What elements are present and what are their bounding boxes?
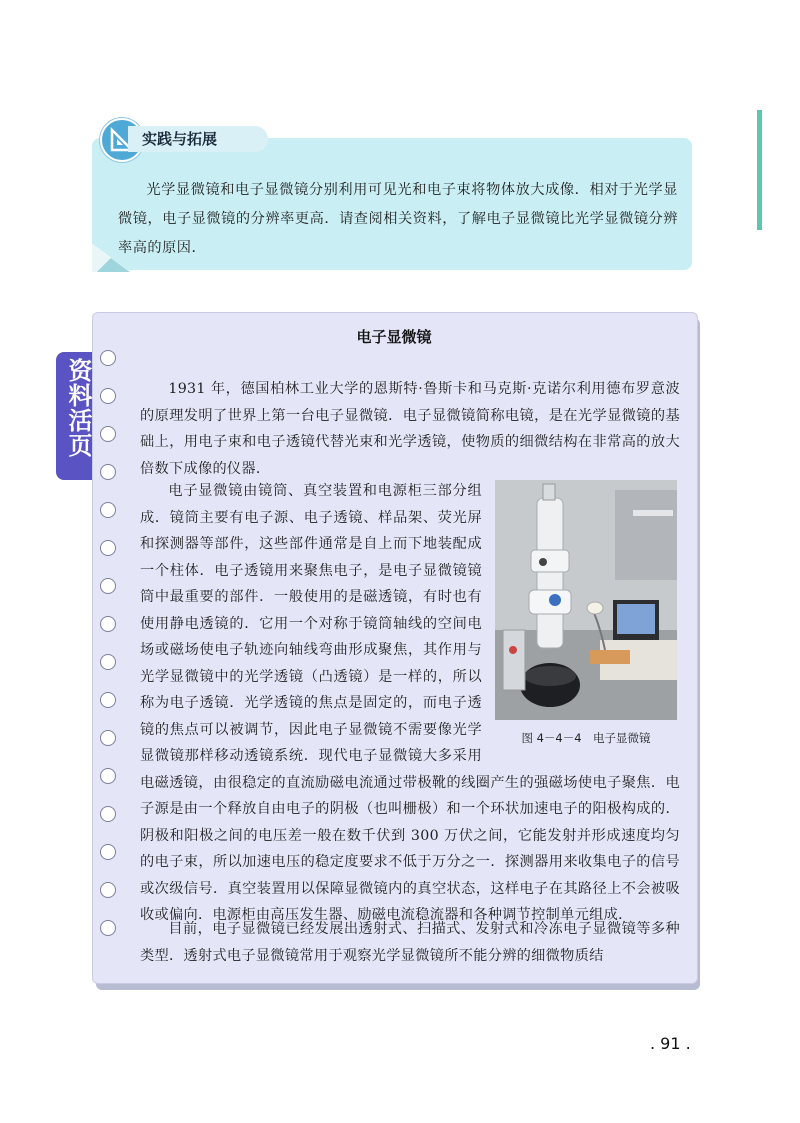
binder-ring (100, 388, 116, 404)
binder-ring (100, 502, 116, 518)
binder-ring (100, 844, 116, 860)
info-paragraph-1: 1931 年，德国柏林工业大学的恩斯特·鲁斯卡和马克斯·克诺尔利用德布罗意波的原理发明了世界上第一台电子显微镜．电子显微镜简称电镜，是在光学显微镜的基础上，用电子束和电子透镜代替光束和光学透镜，使物质的细微结构在非常高的放大倍数下成像的仪器． (140, 381, 680, 477)
practice-title: 实践与拓展 (128, 126, 268, 152)
side-tab-label: 资料活页 (64, 358, 92, 458)
binder-rings (100, 350, 124, 950)
binder-ring (100, 426, 116, 442)
binder-ring (100, 578, 116, 594)
figure-caption: 图 4－4－4 电子显微镜 (521, 731, 651, 745)
binder-ring (100, 768, 116, 784)
binder-ring (100, 464, 116, 480)
page-number: . 91 . (650, 1034, 691, 1053)
info-paragraph-3: 目前，电子显微镜已经发展出透射式、扫描式、发射式和冷冻电子显微镜等多种类型．透射式电子显微镜常用于观察光学显微镜所不能分辨的细微物质结 (140, 921, 680, 964)
binder-ring (100, 616, 116, 632)
info-paragraph-2-text: 电子显微镜由镜筒、真空装置和电源柜三部分组成．镜筒主要有电子源、电子透镜、样品架、荧光屏和探测器等部件，这些部件通常是自上而下地装配成一个柱体．电子透镜用来聚焦电子，是电子显微镜镜筒中最重要的部件．一般使用的是磁透镜，有时也有使用静电透镜的．它用一个对称于镜筒轴线的空间电场或磁场使电子轨迹向轴线弯曲形成聚焦，其作用与光学显微镜中的光学透镜（凸透镜）是一样的，所以称为电子透镜．光学透镜的焦点是固定的，而电子透镜的焦点可以被调节，因此电子显微镜不需要像光学显微镜那样移动透镜系统．现代电子显微镜大多采用电磁透镜，由很稳定的直流励磁电流通过带极靴的线圈产生的强磁场使电子聚焦．电子源是由一个释放自由电子的阴极（也叫栅极）和一个环状加速电子的阳极构成的．阴极和阳极之间的电压差一般在数千伏到 300 万伏之间，它能发射并形成速度均匀的电子束，所以加速电压的稳定度要求不低于万分之一．探测器用来收集电子的信号或次级信号．真空装置用以保障显微镜内的真空状态，这样电子在其路径上不会被吸收或偏向．电源柜由高压发生器、励磁电流稳流器和各种调节控制单元组成． (140, 483, 680, 923)
binder-ring (100, 806, 116, 822)
binder-ring (100, 350, 116, 366)
practice-text: 光学显微镜和电子显微镜分别利用可见光和电子束将物体放大成像．相对于光学显微镜，电子显微镜的分辨率更高．请查阅相关资料，了解电子显微镜比光学显微镜分辨率高的原因． (118, 182, 678, 256)
binder-ring (100, 692, 116, 708)
electron-microscope-photo (495, 480, 677, 720)
chapter-edge-marker (757, 110, 762, 230)
binder-ring (100, 920, 116, 936)
binder-ring (100, 654, 116, 670)
binder-ring (100, 730, 116, 746)
binder-ring (100, 540, 116, 556)
info-title: 电子显微镜 (356, 328, 432, 346)
practice-header (100, 118, 270, 158)
binder-ring (100, 882, 116, 898)
